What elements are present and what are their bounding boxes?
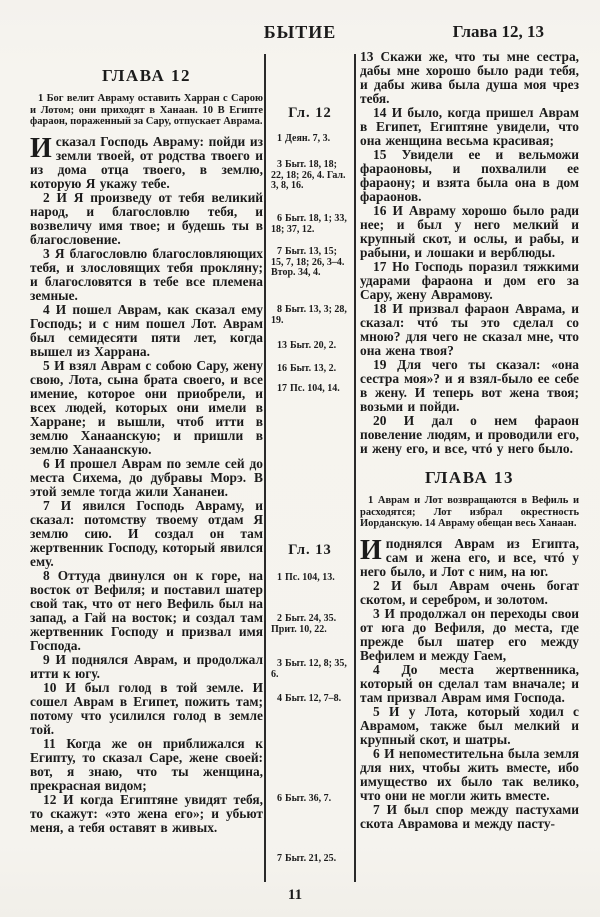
verse: 10 И был голод в той земле. И сошел Аврам в Египет, пожить там; потому что усилился голод в земле той. [30, 679, 263, 737]
verse-text: сказал Господь Авраму: пойди из земли твоей, от родства твоего и из дома отца твоего, в землю, которую Я укажу тебе. [30, 133, 263, 191]
verse: 16 И Авраму хорошо было ради нее; и был у него мелкий и крупный скот, и ослы, и рабы, и рабыни, и лошаки и верблюды. [360, 203, 579, 260]
refs-chapter-13-heading: Гл. 13 [288, 542, 332, 558]
chapter-12-heading: ГЛАВА 12 [102, 66, 191, 85]
verse: 3 И продолжал он переходы свои от юга до Вефиля, до места, где прежде был шатер его между Вефилем и между Гаем, [360, 605, 579, 663]
ref-text: Быт. 13, 2. [290, 363, 337, 374]
cross-reference [271, 341, 347, 352]
verse: 13 Скажи же, что ты мне сестра, дабы мне хорошо было ради тебя, и дабы жива была душа моя чрез тебя. [360, 49, 579, 106]
verse: 2 И был Аврам очень богат скотом, и серебром, и золотом. [360, 577, 579, 607]
chapter-13-summary: 1 Аврам и Лот возвращаются в Вефиль и расходятся; Лот избрал окрестность Иорданскую. 14 Авраму обещан весь Ханаан. [360, 495, 579, 529]
ref-verse-number: 16 [277, 363, 287, 374]
ref-verse-number: 2 [277, 613, 282, 624]
ref-text: Пс. 104, 13. [285, 572, 335, 583]
drop-cap-initial: И [30, 132, 52, 164]
ref-verse-number: 3 [277, 658, 282, 669]
verse: 7 И был спор между пастухами скота Аврамова и между пасту- [360, 801, 579, 831]
ref-verse-number: 7 [277, 246, 282, 257]
verse: 17 Но Господь поразил тяжкими ударами фараона и дом его за Сару, жену Аврамову. [360, 259, 579, 302]
ref-text: Пс. 104, 14. [290, 383, 340, 394]
chapter-12-summary: 1 Бог велит Авраму оставить Харран с Сарою и Лотом; они приходят в Ханаан. 10 В Египте фараон, пораженный за Сару, отпускает Аврама. [30, 93, 263, 127]
ref-verse-number: 13 [277, 340, 287, 351]
verse [360, 534, 579, 579]
ref-verse-number: 6 [277, 793, 282, 804]
header-chapter-range: Глава 12, 13 [452, 22, 544, 41]
cross-reference [271, 364, 347, 375]
cross-reference-column [264, 54, 356, 882]
ref-text: Быт. 24, 35. Прит. 10, 22. [271, 613, 337, 635]
ref-verse-number: 6 [277, 213, 282, 224]
cross-reference [271, 384, 347, 395]
cross-reference [271, 854, 347, 865]
verse: 12 И когда Египтяне увидят тебя, то скажут: «это жена его»; и убьют меня, а тебя оставят в живых. [30, 791, 263, 835]
ref-text: Быт. 36, 7. [285, 793, 332, 804]
right-text-column [360, 50, 579, 831]
cross-reference [271, 214, 347, 235]
ref-text: Быт. 20, 2. [290, 340, 337, 351]
verse: 3 Я благословлю благословляющих тебя, и злословящих тебя прокляну; и благословятся в тебе все племена земные. [30, 245, 263, 303]
verse: 4 До места жертвенника, который он сделал там вначале; и там призвал Аврам имя Господа. [360, 661, 579, 705]
ref-verse-number: 4 [277, 693, 282, 704]
ref-text: Быт. 18, 1; 33, 18; 37, 12. [271, 213, 347, 235]
ref-text: Быт. 12, 7–8. [285, 693, 342, 704]
verse: 15 Увидели ее и вельможи фараоновы, и похвалили ее фараону; и взята была она в дом фараонов. [360, 147, 579, 204]
ref-verse-number: 8 [277, 304, 282, 315]
refs-chapter-12-heading: Гл. 12 [288, 105, 332, 121]
ref-text: Быт. 21, 25. [285, 853, 337, 864]
verse: 6 И прошел Аврам по земле сей до места Сихема, до дубравы Морэ. В этой земле тогда жили Хананеи. [30, 455, 263, 499]
cross-reference [271, 247, 347, 279]
verse-text: поднялся Аврам из Египта, сам и жена его, и все, чтó у него было, и Лот с ним, на юг. [360, 535, 579, 579]
cross-reference [271, 573, 347, 584]
ref-text: Быт. 12, 8; 35, 6. [271, 658, 347, 680]
verse: 19 Для чего ты сказал: «она сестра моя»? и я взял-было ее себе в жену. И теперь вот жена твоя; возьми и пойди. [360, 357, 579, 414]
page-number: 11 [287, 887, 303, 903]
cross-reference [271, 659, 347, 680]
verse: 2 И Я произведу от тебя великий народ, и благословлю тебя, и возвеличу имя твое; и будешь ты в благословение. [30, 189, 263, 247]
verse: 18 И призвал фараон Аврама, и сказал: чтó ты это сделал со мною? для чего не сказал мне, что она жена твоя? [360, 301, 579, 358]
ref-verse-number: 17 [277, 383, 287, 394]
verse: 5 И взял Аврам с собою Сару, жену свою, Лота, сына брата своего, и все имение, которое они приобрели, и всех людей, которых они имели в Харране; и вышли, чтоб итти в землю Ханаанскую; и пришли в землю Ханаанскую. [30, 357, 263, 457]
cross-reference [271, 305, 347, 326]
verse: 6 И непоместительна была земля для них, чтобы жить вместе, ибо имущество их было так велико, что они не могли жить вместе. [360, 745, 579, 803]
chapter-13-heading: ГЛАВА 13 [425, 468, 514, 487]
ref-text: Быт. 13, 3; 28, 19. [271, 304, 347, 326]
left-text-column [30, 60, 263, 835]
verse: 4 И пошел Аврам, как сказал ему Господь; и с ним пошел Лот. Аврам был семидесяти пяти лет, когда вышел из Харрана. [30, 301, 263, 359]
book-title: БЫТИЕ [263, 22, 337, 42]
verse: 20 И дал о нем фараон повеление людям, и проводили его, и жену его, и все, чтó у него было. [360, 413, 579, 456]
ref-text: Быт. 18, 18; 22, 18; 26, 4. Гал. 3, 8, 16. [271, 159, 346, 191]
ref-verse-number: 1 [277, 133, 282, 144]
ref-text: Деян. 7, 3. [285, 133, 331, 144]
ref-verse-number: 7 [277, 853, 282, 864]
verse: 11 Когда же он приближался к Египту, то сказал Саре, жене своей: вот, я знаю, что ты женщина, прекрасная видом; [30, 735, 263, 793]
cross-reference [271, 614, 347, 635]
verse [30, 132, 263, 191]
cross-reference [271, 134, 347, 145]
cross-reference [271, 794, 347, 805]
cross-reference [271, 694, 347, 705]
ref-verse-number: 3 [277, 159, 282, 170]
verse: 14 И было, когда пришел Аврам в Египет, Египтяне увидели, что она женщина весьма красивая; [360, 105, 579, 148]
ref-text: Быт. 13, 15; 15, 7, 18; 26, 3–4. Втор. 34, 4. [271, 246, 345, 278]
cross-reference [271, 160, 347, 192]
verse: 5 И у Лота, который ходил с Аврамом, также был мелкий и крупный скот, и шатры. [360, 703, 579, 747]
verse: 9 И поднялся Аврам, и продолжал итти к югу. [30, 651, 263, 681]
drop-cap-initial: И [360, 534, 382, 566]
verse: 8 Оттуда двинулся он к горе, на восток от Вефиля; и поставил шатер свой так, что от него Вефиль был на запад, а Гай на восток; и создал там жертвенник Господу и призвал имя Господа. [30, 567, 263, 653]
ref-verse-number: 1 [277, 572, 282, 583]
verse: 7 И явился Господь Авраму, и сказал: потомству твоему отдам Я землю сию. И создал он там жертвенник Господу, который явился ему. [30, 497, 263, 569]
